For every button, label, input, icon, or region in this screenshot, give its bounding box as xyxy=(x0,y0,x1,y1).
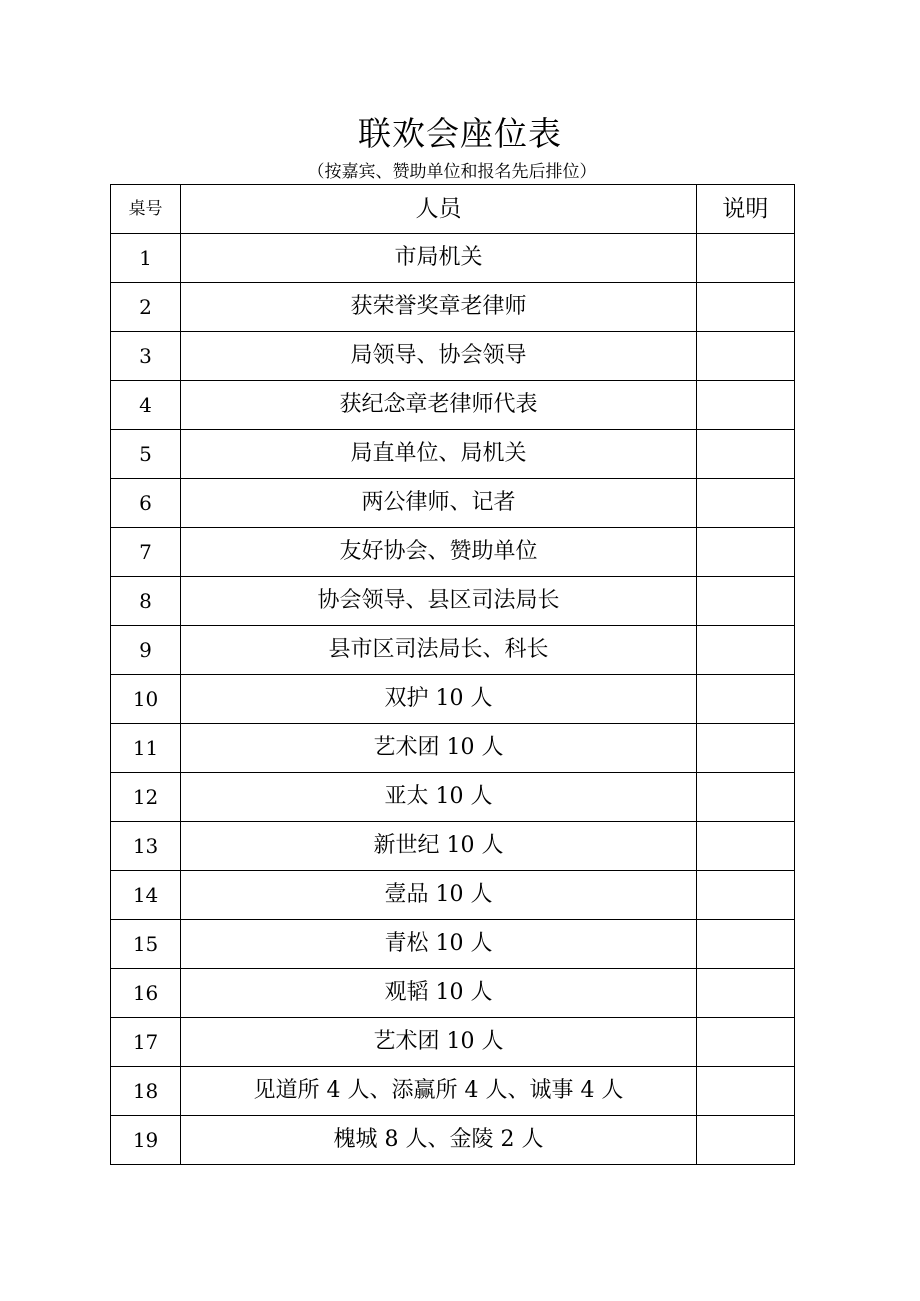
table-number-cell: 14 xyxy=(111,871,181,920)
people-cell: 壹品 10 人 xyxy=(181,871,697,920)
people-cell: 友好协会、赞助单位 xyxy=(181,528,697,577)
page-title: 联欢会座位表 xyxy=(358,114,562,153)
table-number-cell: 18 xyxy=(111,1067,181,1116)
table-number-cell: 12 xyxy=(111,773,181,822)
people-cell: 青松 10 人 xyxy=(181,920,697,969)
people-cell: 槐城 8 人、金陵 2 人 xyxy=(181,1116,697,1165)
note-cell xyxy=(696,234,794,283)
table-number-cell: 5 xyxy=(111,430,181,479)
table-row xyxy=(111,381,795,430)
note-cell xyxy=(696,920,794,969)
note-cell xyxy=(696,577,794,626)
table-number-cell: 16 xyxy=(111,969,181,1018)
note-cell xyxy=(696,528,794,577)
table-row xyxy=(111,871,795,920)
note-cell xyxy=(696,1067,794,1116)
table-body xyxy=(111,234,795,1165)
note-cell xyxy=(696,626,794,675)
people-cell: 市局机关 xyxy=(181,234,697,283)
table-row xyxy=(111,822,795,871)
note-cell xyxy=(696,822,794,871)
table-row xyxy=(111,724,795,773)
table-row xyxy=(111,332,795,381)
table-row xyxy=(111,283,795,332)
table-number-cell: 7 xyxy=(111,528,181,577)
people-cell: 局直单位、局机关 xyxy=(181,430,697,479)
table-number-cell: 9 xyxy=(111,626,181,675)
header-note: 说明 xyxy=(696,185,794,234)
people-cell: 两公律师、记者 xyxy=(181,479,697,528)
table-number-cell: 19 xyxy=(111,1116,181,1165)
table-number-cell: 15 xyxy=(111,920,181,969)
table-number-cell: 1 xyxy=(111,234,181,283)
people-cell: 艺术团 10 人 xyxy=(181,1018,697,1067)
note-cell xyxy=(696,969,794,1018)
table-number-cell: 6 xyxy=(111,479,181,528)
people-cell: 观韬 10 人 xyxy=(181,969,697,1018)
table-number-cell: 3 xyxy=(111,332,181,381)
note-cell xyxy=(696,675,794,724)
table-number-cell: 4 xyxy=(111,381,181,430)
people-cell: 局领导、协会领导 xyxy=(181,332,697,381)
note-cell xyxy=(696,871,794,920)
table-row xyxy=(111,430,795,479)
header-table-number: 桌号 xyxy=(111,185,181,234)
note-cell xyxy=(696,1116,794,1165)
people-cell: 见道所 4 人、添赢所 4 人、诚事 4 人 xyxy=(181,1067,697,1116)
table-row xyxy=(111,234,795,283)
note-cell xyxy=(696,283,794,332)
table-header-row xyxy=(111,185,795,234)
table-row xyxy=(111,626,795,675)
people-cell: 亚太 10 人 xyxy=(181,773,697,822)
table-row xyxy=(111,969,795,1018)
table-row xyxy=(111,577,795,626)
people-cell: 艺术团 10 人 xyxy=(181,724,697,773)
table-number-cell: 11 xyxy=(111,724,181,773)
table-number-cell: 10 xyxy=(111,675,181,724)
note-cell xyxy=(696,430,794,479)
note-cell xyxy=(696,332,794,381)
table-row xyxy=(111,1018,795,1067)
table-number-cell: 2 xyxy=(111,283,181,332)
table-row xyxy=(111,675,795,724)
table-row xyxy=(111,479,795,528)
note-cell xyxy=(696,1018,794,1067)
table-row xyxy=(111,1116,795,1165)
table-row xyxy=(111,920,795,969)
table-number-cell: 13 xyxy=(111,822,181,871)
note-cell xyxy=(696,773,794,822)
seating-table xyxy=(110,184,795,1165)
page-subtitle: （按嘉宾、赞助单位和报名先后排位） xyxy=(307,162,597,182)
table-row xyxy=(111,528,795,577)
table-number-cell: 8 xyxy=(111,577,181,626)
people-cell: 县市区司法局长、科长 xyxy=(181,626,697,675)
people-cell: 双护 10 人 xyxy=(181,675,697,724)
note-cell xyxy=(696,479,794,528)
table-number-cell: 17 xyxy=(111,1018,181,1067)
table-row xyxy=(111,1067,795,1116)
people-cell: 协会领导、县区司法局长 xyxy=(181,577,697,626)
header-people: 人员 xyxy=(181,185,697,234)
people-cell: 新世纪 10 人 xyxy=(181,822,697,871)
note-cell xyxy=(696,724,794,773)
people-cell: 获荣誉奖章老律师 xyxy=(181,283,697,332)
note-cell xyxy=(696,381,794,430)
people-cell: 获纪念章老律师代表 xyxy=(181,381,697,430)
table-row xyxy=(111,773,795,822)
